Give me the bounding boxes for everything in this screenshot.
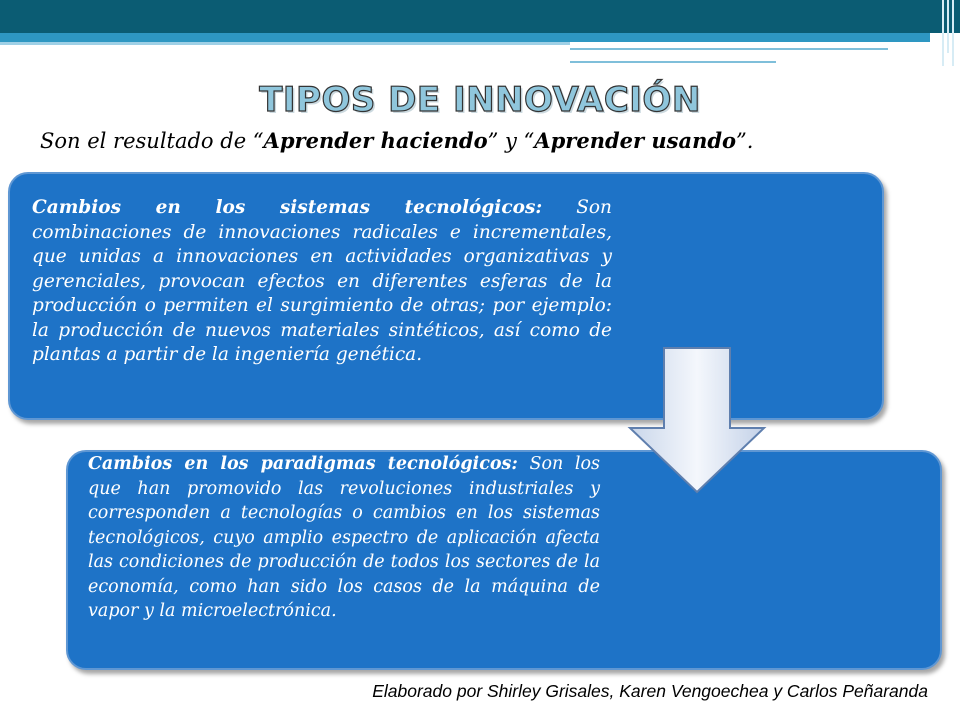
accent-line <box>570 48 888 50</box>
top-bar <box>0 0 960 33</box>
accent-stripe <box>0 42 570 45</box>
technological-paradigms-body: Son los que han promovido las revoluciones industriales y corresponden a tecnologías o cambios en los sistemas tecnológicos, cuyo amplio espectro de aplicación afecta las condiciones de producción de todos los sectores de la economía, como han sido los casos de la máquina de vapor y la microelectrónica. <box>88 454 600 621</box>
credits: Elaborado por Shirley Grisales, Karen Vengoechea y Carlos Peñaranda <box>372 681 928 701</box>
technological-paradigms-heading: Cambios en los paradigmas tecnológicos: <box>88 454 518 474</box>
technological-paradigms-text <box>88 452 600 624</box>
subtitle-middle: ” y “ <box>487 129 535 153</box>
technological-systems-heading: Cambios en los sistemas tecnológicos: <box>32 197 543 218</box>
technological-systems-text <box>32 196 612 368</box>
corner-decoration <box>934 0 954 66</box>
subtitle-suffix: ”. <box>736 129 754 153</box>
slide-title: TIPOS DE INNOVACIÓN <box>259 80 701 120</box>
technological-paradigms-box <box>66 450 942 670</box>
down-arrow-icon <box>622 344 772 494</box>
technological-systems-body: Son combinaciones de innovaciones radicales e incrementales, que unidas a innovaciones en actividades organizativas y gerenciales, provocan efectos en diferentes esferas de la producción o permiten el surgimiento de otras; por ejemplo: la producción de nuevos materiales sintéticos, así como de plantas a partir de la ingeniería genética. <box>32 197 612 365</box>
accent-line-short <box>570 61 776 63</box>
subtitle-term-2: Aprender usando <box>534 128 737 153</box>
accent-bar <box>0 33 930 42</box>
subtitle <box>40 128 940 153</box>
subtitle-prefix: Son el resultado de “ <box>40 129 264 153</box>
subtitle-term-1: Aprender haciendo <box>263 128 488 153</box>
